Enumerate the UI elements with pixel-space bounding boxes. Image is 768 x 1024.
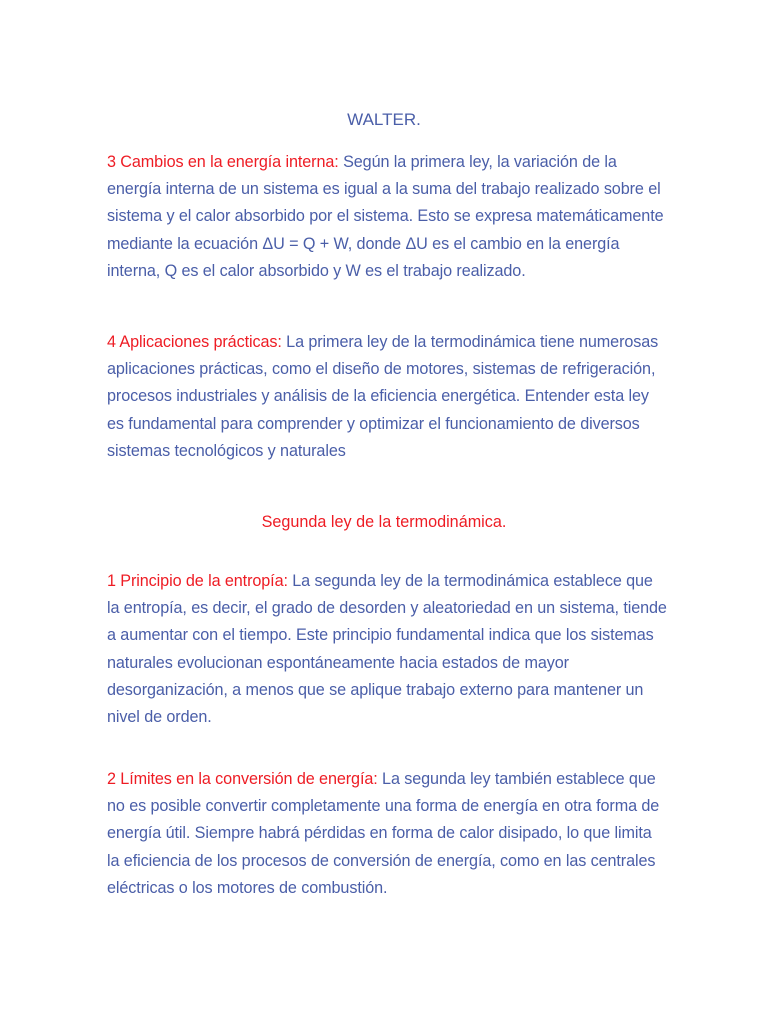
section-heading-segunda-ley: Segunda ley de la termodinámica. bbox=[261, 513, 507, 531]
section-lead: 3 Cambios en la energía interna: bbox=[107, 153, 339, 171]
section-energia-interna bbox=[107, 149, 667, 285]
section-body: La segunda ley también establece que no es posible convertir completamente una forma de energía en otra forma de energía útil. Siempre habrá pérdidas en forma de calor disipado, lo que limita la eficiencia de los procesos de conversión de energía, como en las centrales eléctricas o los motores de combustión. bbox=[107, 770, 660, 897]
author-name: WALTER. bbox=[347, 110, 421, 129]
section-body: Según la primera ley, la variación de la energía interna de un sistema es igual a la suma del trabajo realizado sobre el sistema y el calor absorbido por el sistema. Esto se expresa matemáticamente mediante la ecuación ΔU = Q + W, donde ΔU es el cambio en la energía interna, Q es el calor absorbido y W es el trabajo realizado. bbox=[107, 153, 664, 280]
section-limites-conversion bbox=[107, 766, 667, 902]
section-lead: 2 Límites en la conversión de energía: bbox=[107, 770, 378, 788]
section-lead: 4 Aplicaciones prácticas: bbox=[107, 333, 282, 351]
section-aplicaciones-practicas bbox=[107, 329, 667, 465]
section-lead: 1 Principio de la entropía: bbox=[107, 572, 288, 590]
section-body: La segunda ley de la termodinámica establece que la entropía, es decir, el grado de desorden y aleatoriedad en un sistema, tiende a aumentar con el tiempo. Este principio fundamental indica que los sistemas naturales evolucionan espontáneamente hacia estados de mayor desorganización, a menos que se aplique trabajo externo para mantener un nivel de orden. bbox=[107, 572, 667, 727]
section-principio-entropia bbox=[107, 568, 667, 731]
section-body: La primera ley de la termodinámica tiene numerosas aplicaciones prácticas, como el diseño de motores, sistemas de refrigeración, procesos industriales y análisis de la eficiencia energética. Entender esta ley es fundamental para comprender y optimizar el funcionamiento de diversos sistemas tecnológicos y naturales bbox=[107, 333, 659, 460]
